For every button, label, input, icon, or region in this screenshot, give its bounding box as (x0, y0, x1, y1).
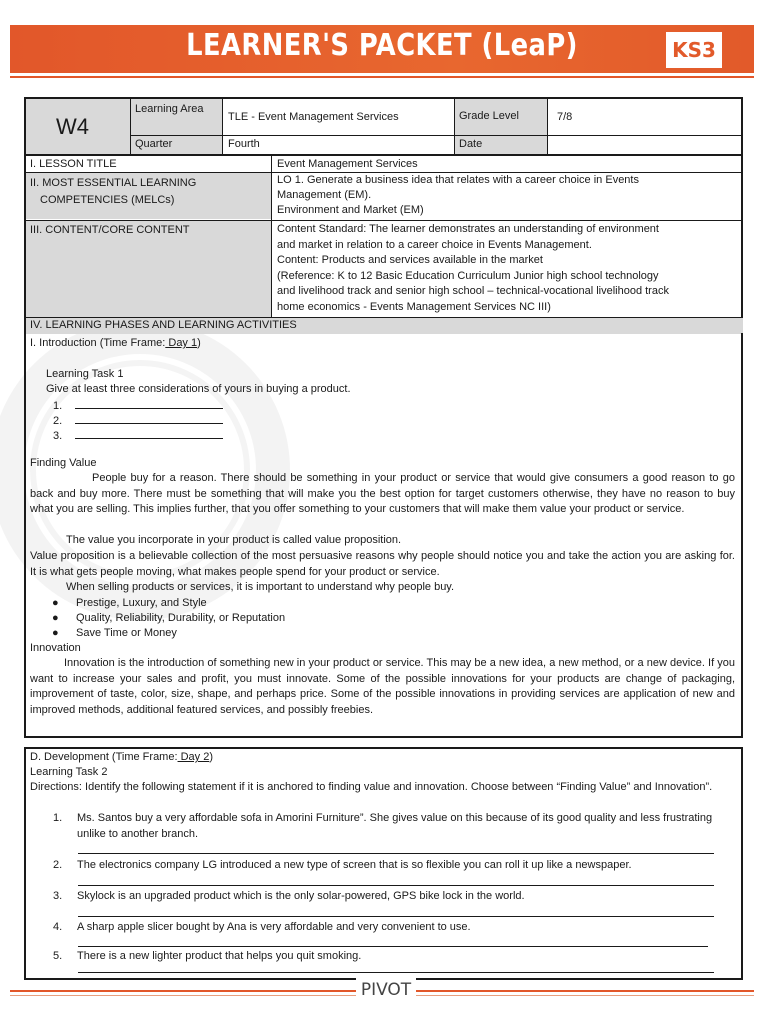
packet-title: LEARNER'S PACKET (LeaP) (186, 28, 578, 63)
header-banner (10, 25, 754, 73)
question-number: 3. (53, 890, 63, 902)
finding-value-paragraph: People buy for a reason. There should be something in your product or service that would give consumers a good reason to go back and buy more. There must be something that will make you the best option for target customers otherwise, they have no reason to buy what you are selling. This implies further, that you offer something to your customers that will make them value your product or service. (30, 472, 735, 515)
content-line: (Reference: K to 12 Basic Education Curriculum Junior high school technology (277, 269, 659, 282)
learning-area-value: TLE - Event Management Services (228, 111, 399, 123)
why-people-buy-sentence: When selling products or services, it is important to understand why people buy. (66, 581, 455, 593)
question-text: Skylock is an upgraded product which is the only solar-powered, GPS bike lock in the world. (77, 890, 525, 902)
banner-divider (10, 76, 754, 78)
value-proposition-sentence: The value you incorporate in your product is called value proposition. (66, 534, 402, 546)
quarter-value: Fourth (228, 138, 260, 150)
learning-phases-label: IV. LEARNING PHASES AND LEARNING ACTIVITIES (26, 318, 743, 334)
content-line: Content Standard: The learner demonstrates an understanding of environment (277, 223, 659, 235)
content-label: III. CONTENT/CORE CONTENT (26, 221, 271, 317)
content-line: and market in relation to a career choice in Events Management. (277, 238, 592, 251)
finding-value-title: Finding Value (30, 457, 97, 469)
learning-task-2-title: Learning Task 2 (30, 766, 108, 778)
melc-line-2: Management (EM). (277, 189, 372, 201)
list-item: ● Quality, Reliability, Durability, or Reputation (52, 611, 285, 627)
learning-task-1-title: Learning Task 1 (46, 368, 124, 380)
melc-label (26, 173, 271, 219)
grade-level-value: 7/8 (557, 111, 573, 123)
day-1-label: Day 1 (165, 337, 198, 349)
content-value (273, 221, 743, 317)
week-cell (26, 99, 130, 154)
question-number: 2. (53, 859, 63, 871)
innovation-paragraph: Innovation is the introduction of something new in your product or service. This may be a new idea, a new method, or a new device. If you want to increase your sales and profit, you must innovate. Some of the possible innovations for your products are change of packaging, improvement of taste, color, size, shape, and perhaps price. Some of the possible innovations in providing services are application of new and improved methods, additional featured services, and possibly freebies. (30, 657, 735, 716)
melc-label-line-2: COMPETENCIES (MELCs) (40, 194, 175, 206)
learning-task-2-directions: Directions: Identify the following statement if it is anchored to finding value and innovation. Choose between “Finding Value” and Innovation”. (30, 781, 713, 793)
day-2-label: Day 2 (177, 751, 210, 763)
bullet-icon: ● (52, 627, 59, 639)
ks3-badge: KS3 (666, 32, 722, 68)
answer-blank-3[interactable]: 3. (53, 428, 223, 445)
answer-line[interactable] (78, 853, 714, 854)
date-label: Date (455, 136, 547, 154)
quarter-label: Quarter (131, 136, 222, 154)
melc-line-1: LO 1. Generate a business idea that relates with a career choice in Events (277, 174, 639, 186)
content-line: and livelihood track and senior high school – technical-vocational livelihood track (277, 285, 669, 297)
question-number: 1. (53, 812, 63, 824)
week-label: W4 (56, 114, 89, 139)
melc-value (273, 173, 743, 219)
learning-task-1-instruction: Give at least three considerations of yours in buying a product. (46, 383, 351, 395)
development-heading: D. Development (Time Frame: Day 2) (30, 751, 213, 763)
answer-line[interactable] (78, 885, 714, 886)
answer-line[interactable] (78, 946, 708, 947)
question-number: 4. (53, 921, 63, 933)
question-text: A sharp apple slicer bought by Ana is very affordable and very convenient to use. (77, 921, 471, 933)
question-number: 5. (53, 950, 63, 962)
innovation-title: Innovation (30, 642, 81, 654)
content-line: Content: Products and services available in the market (277, 254, 543, 266)
lesson-title-label: I. LESSON TITLE (30, 158, 117, 170)
answer-line[interactable] (78, 972, 714, 973)
grade-level-label: Grade Level (455, 99, 547, 135)
pivot-logo: PIVOT (356, 978, 416, 1002)
date-value[interactable] (553, 136, 741, 154)
learning-area-label: Learning Area (131, 99, 222, 135)
list-item: ● Prestige, Luxury, and Style (52, 596, 207, 612)
info-table (24, 97, 743, 334)
answer-blank-1[interactable]: 1. (53, 398, 223, 415)
list-item: ● Save Time or Money (52, 626, 177, 642)
melc-label-line-1: II. MOST ESSENTIAL LEARNING (30, 177, 197, 189)
value-proposition-paragraph: Value proposition is a believable collection of the most persuasive reasons why people should notice you and take the action you are asking for. It is what gets people moving, what makes people spend for your product or service. (30, 550, 735, 578)
lesson-title-value: Event Management Services (277, 158, 418, 170)
bullet-icon: ● (52, 597, 59, 609)
bullet-icon: ● (52, 612, 59, 624)
question-text: The electronics company LG introduced a new type of screen that is so flexible you can roll it up like a newspaper. (77, 859, 632, 871)
question-text: Ms. Santos buy a very affordable sofa in Amorini Furniture”. She gives value on this because of its good quality and less frustrating unlike to another branch. (77, 812, 713, 840)
content-line: home economics - Events Management Services NC III) (277, 300, 551, 313)
answer-line[interactable] (78, 916, 714, 917)
introduction-heading: I. Introduction (Time Frame: Day 1) (30, 337, 201, 349)
question-text: There is a new lighter product that helps you quit smoking. (77, 950, 362, 962)
melc-line-3: Environment and Market (EM) (277, 204, 424, 216)
answer-blank-2[interactable]: 2. (53, 413, 223, 430)
